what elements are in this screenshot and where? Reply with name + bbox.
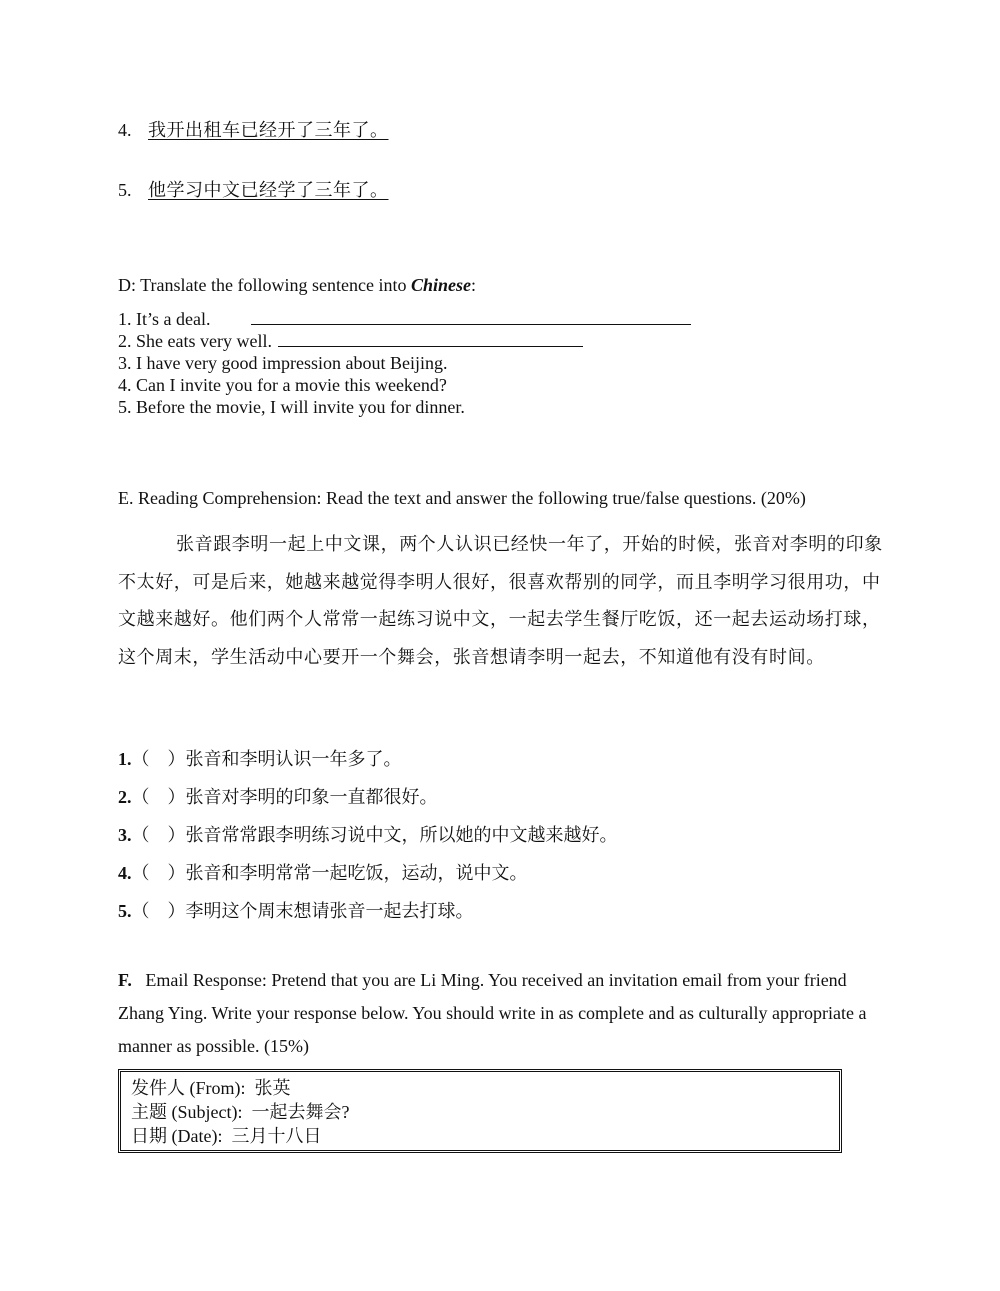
tf-question-2: 2.（ ）张音对李明的印象一直都很好。 xyxy=(118,787,438,807)
section-d-item-5: 5. Before the movie, I will invite you for dinner. xyxy=(118,397,465,417)
tf-question-5: 5.（ ）李明这个周末想请张音一起去打球。 xyxy=(118,901,474,921)
tf-question-3: 3.（ ）张音常常跟李明练习说中文，所以她的中文越来越好。 xyxy=(118,825,618,845)
section-d-item-4: 4. Can I invite you for a movie this weekend? xyxy=(118,375,447,395)
answer-blank[interactable] xyxy=(251,308,691,325)
email-from-row: 发件人 (From): 张英 xyxy=(131,1078,291,1098)
tf-question-4: 4.（ ）张音和李明常常一起吃饭，运动，说中文。 xyxy=(118,863,528,883)
answer-parentheses[interactable]: （ ） xyxy=(131,825,186,845)
email-date-row: 日期 (Date): 三月十八日 xyxy=(131,1126,322,1146)
reading-passage: 张音跟李明一起上中文课，两个人认识已经快一年了，开始的时候，张音对李明的印象不太好，可是后来，她越来越觉得李明人很好，很喜欢帮别的同学，而且李明学习很用功，中文越来越好。他们两个人常常一起练习说中文，一起去学生餐厅吃饭，还一起去运动场打球，这个周末，学生活动中心要开一个舞会，张音想请李明一起去，不知道他有没有时间。 xyxy=(118,534,883,667)
item-number: 4. xyxy=(118,120,132,140)
section-d-item-3: 3. I have very good impression about Beijing. xyxy=(118,353,448,373)
section-d-heading: D: Translate the following sentence into Chinese: xyxy=(118,275,476,295)
item-text: 他学习中文已经学了三年了。 xyxy=(148,180,389,200)
item-number: 5. xyxy=(118,180,132,200)
section-c-item-4 xyxy=(118,119,389,141)
answer-parentheses[interactable]: （ ） xyxy=(131,749,186,769)
section-d-item-1: 1. It’s a deal. xyxy=(118,308,691,330)
answer-parentheses[interactable]: （ ） xyxy=(131,863,186,883)
section-e-heading: E. Reading Comprehension: Read the text and answer the following true/false questions. (20%) xyxy=(118,488,806,508)
answer-parentheses[interactable]: （ ） xyxy=(131,787,186,807)
section-c-item-5 xyxy=(118,179,389,201)
tf-question-1: 1.（ ）张音和李明认识一年多了。 xyxy=(118,749,402,769)
section-f-label: F. xyxy=(118,970,132,990)
section-f-instructions: F. Email Response: Pretend that you are Li Ming. You received an invitation email from your friend Zhang Ying. Write your response below. You should write in as complete and as culturally appropriate a manner as possible. (15%) xyxy=(118,970,867,1056)
answer-parentheses[interactable]: （ ） xyxy=(131,901,186,921)
section-d-item-2: 2. She eats very well. xyxy=(118,330,583,352)
answer-blank[interactable] xyxy=(278,330,583,347)
item-text: 我开出租车已经开了三年了。 xyxy=(148,120,389,140)
email-header-box xyxy=(118,1069,842,1153)
email-subject-row: 主题 (Subject): 一起去舞会? xyxy=(131,1102,350,1122)
